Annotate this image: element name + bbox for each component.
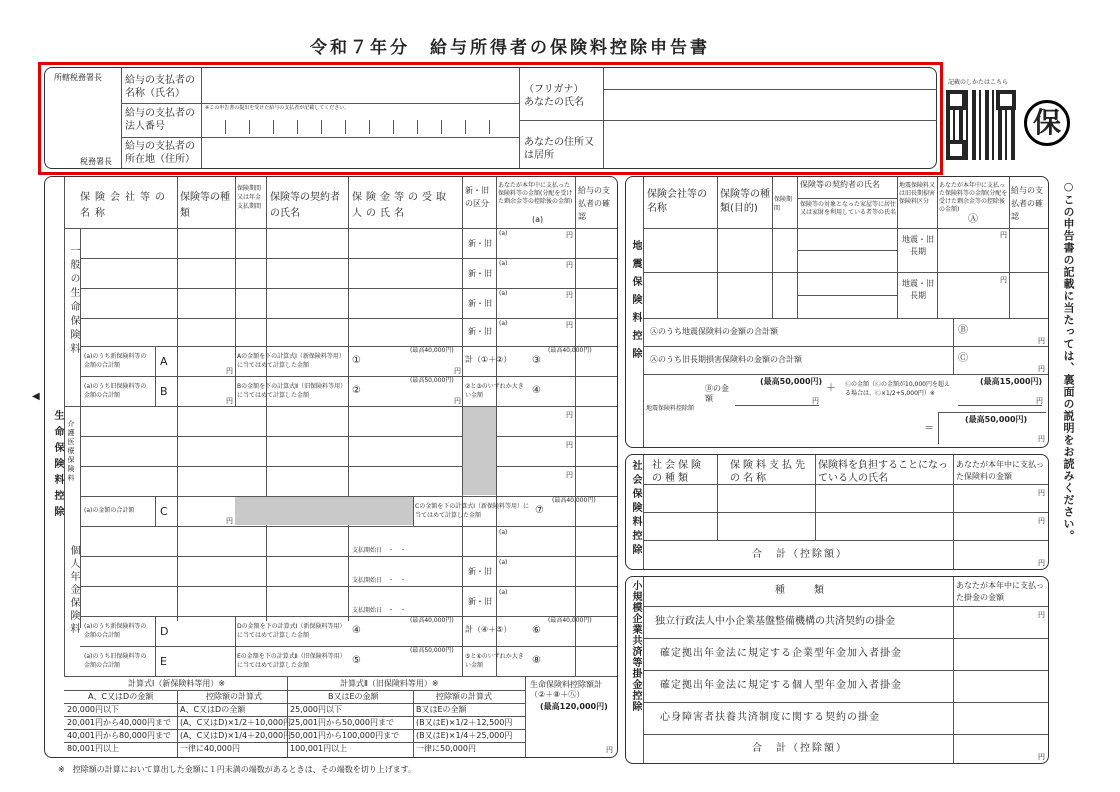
yen-unit: 円 <box>454 367 461 375</box>
formula2-row: 100,001円以上 <box>290 744 348 753</box>
small-item-1: 独立行政法人中小企業基盤整備機構の共済契約の掛金 <box>655 616 895 627</box>
eq-b-input[interactable] <box>735 388 819 406</box>
tax-office-label: 所轄税務署長 <box>54 73 102 82</box>
life-col-type: 保険等の種類 <box>180 192 230 219</box>
yen-unit: 円 <box>566 471 573 479</box>
yen-unit: 円 <box>566 261 573 269</box>
max-50k: (最高50,000円) <box>410 647 454 654</box>
eq-sum-quake: Ⓐのうち地震保険料の金額の合計額 <box>650 327 778 336</box>
yen-unit: 円 <box>226 397 233 405</box>
calcD-note: Dの金額を下の計算式Ⅰ（新保険料等用）に当てはめて計算した金額 <box>237 623 346 639</box>
life-col-recipient: 保険金等の受取人の氏名 <box>352 192 450 219</box>
yen-unit: 円 <box>566 321 573 329</box>
formula2-col2: 控除額の計算式 <box>436 692 492 701</box>
shaded-cell <box>463 407 496 495</box>
a-mark: (a) <box>499 589 508 596</box>
total-45: 計（④＋⑤） <box>465 625 512 634</box>
eq-plus: ＋ <box>826 383 836 394</box>
social-col-payee: 保険料支払先の名称 <box>730 460 808 484</box>
circle-4b: ④ <box>352 625 361 636</box>
newold-cell[interactable]: 新・旧 <box>468 567 492 576</box>
calc2-note: Bの金額を下の計算式Ⅱ（旧保険料等用）に当てはめて計算した金額 <box>237 383 347 399</box>
care-medical-label: 介護医療保険料 <box>67 420 75 483</box>
eq-col-insured: 保険等の対象となった家屋等に居住又は家財を利用している者等の氏名 <box>800 201 897 216</box>
life-section-label: 生命保険料控除 <box>52 410 63 522</box>
total-12: 計（①＋②） <box>465 355 512 364</box>
your-name-input[interactable] <box>605 91 935 118</box>
eq-equals: ＝ <box>924 423 934 434</box>
formula1-row: 80,001円以上 <box>67 744 119 753</box>
eq-class-cell[interactable]: 地震・旧長期 <box>902 279 934 300</box>
formula2-row: 25,000円以下 <box>290 705 342 714</box>
formula1-col2: 控除額の計算式 <box>206 692 262 701</box>
social-col-type: 社会保険の種類 <box>652 460 704 484</box>
circle-6: ⑥ <box>532 625 541 636</box>
life-deduction-total-label: 生命保険料控除額計（②＋⑧＋㊇） <box>530 680 602 699</box>
payer-address-input[interactable] <box>203 139 517 167</box>
qr-code-icon[interactable] <box>946 90 1016 160</box>
newold-cell[interactable]: 新・旧 <box>468 299 492 308</box>
circle-5: ⑤ <box>352 655 361 666</box>
small-item-2: 確定拠出年金法に規定する企業型年金加入者掛金 <box>660 648 902 659</box>
formula1-row: A、C又はDの全額 <box>180 705 246 714</box>
newold-cell[interactable]: 新・旧 <box>468 597 492 606</box>
max-40k: (最高40,000円) <box>552 497 596 504</box>
life-deduction-total-input[interactable] <box>528 714 616 756</box>
payer-corp-no-note: ※この申告書の提出を受けた給与の支払者が記載してください。 <box>205 105 350 111</box>
old-sum-label: (a)のうち旧保険料等の金額の合計額 <box>84 383 147 399</box>
life-deduction-total-max: (最高120,000円) <box>540 702 608 711</box>
yen-unit: 円 <box>1038 611 1045 619</box>
formula1-row: 40,001円から80,000円まで <box>67 731 171 740</box>
mark-c: C <box>160 505 168 518</box>
a-mark: (a) <box>499 320 508 327</box>
stamp-icon: 保 <box>1024 100 1070 146</box>
small-section-label: 小規模企業共済等掛金控除 <box>630 580 641 712</box>
yen-unit: 円 <box>606 746 613 754</box>
mark-a: A <box>160 355 168 368</box>
yen-unit: 円 <box>566 441 573 449</box>
newold-cell[interactable]: 新・旧 <box>468 269 492 278</box>
eq-col-confirm: 給与の支払者の確認 <box>1011 186 1043 221</box>
payer-corp-no-label: 給与の支払者の法人番号 <box>125 108 195 132</box>
max-40k: (最高40,000円) <box>410 617 454 624</box>
yen-unit: 円 <box>1038 753 1045 761</box>
yen-unit: 円 <box>1038 337 1045 345</box>
old-sum-label: (a)のうち旧保険料等の金額の合計額 <box>84 653 147 669</box>
payer-name-label: 給与の支払者の名称（氏名） <box>125 75 195 99</box>
formula2-row: 50,001円から100,000円まで <box>290 731 400 740</box>
a-mark: (a) <box>499 230 508 237</box>
circle-2: ② <box>352 385 361 396</box>
a-mark: (a) <box>499 290 508 297</box>
eq-total-max: (最高50,000円) <box>965 415 1028 424</box>
eq-col-amount: あなたが本年中に支払った保険料等の金額(分配を受けた剰余金等の控除後の金額) <box>939 182 1008 213</box>
formula1-row: (A、C又はD)×1/2＋10,000円 <box>180 718 292 727</box>
yen-unit: 円 <box>1036 397 1043 405</box>
footnote: ※ 控除額の計算において算出した金額に１円未満の端数があるときは、その端数を切り上げます。 <box>58 765 417 774</box>
social-col-amount: あなたが本年中に支払った保険料の金額 <box>956 460 1044 481</box>
yen-unit: 円 <box>226 367 233 375</box>
payer-address-label: 給与の支払者の所在地（住所） <box>125 141 195 165</box>
larger-23: ②と③のいずれか大きい金額 <box>465 383 524 399</box>
small-total-label: 合 計（控除額） <box>752 743 848 754</box>
mark-d: D <box>160 625 169 638</box>
furigana-label: （フリガナ） <box>524 84 584 95</box>
circle-1: ① <box>352 355 361 366</box>
max-40k: (最高40,000円) <box>410 347 454 354</box>
yen-unit: 円 <box>1038 365 1045 373</box>
mark-c-circle: Ⓒ <box>958 353 968 364</box>
small-col-amount: あなたが本年中に支払った掛金の金額 <box>956 581 1044 602</box>
payer-corp-no-input[interactable] <box>203 114 517 135</box>
calcC-note: Cの金額を下の計算式Ⅰ（新保険料等用）に当てはめて計算した金額 <box>415 503 529 519</box>
mark-b-circle: Ⓑ <box>958 325 968 336</box>
small-col-type: 種 類 <box>775 585 827 596</box>
calc1-note: Aの金額を下の計算式Ⅰ（新保険料等用）に当てはめて計算した金額 <box>237 353 345 369</box>
yen-unit: 円 <box>566 231 573 239</box>
a-mark: (a) <box>499 559 508 566</box>
side-note: ○この申告書の記載に当たっては、裏面の説明をお読みください。 <box>1062 180 1075 542</box>
new-sum-label: (a)のうち新保険料等の金額の合計額 <box>84 623 147 639</box>
eq-col-type: 保険等の種類(目的) <box>720 189 770 214</box>
formula1-row: 20,001円から40,000円まで <box>67 718 171 727</box>
mark-b: B <box>160 385 168 398</box>
page-title: 令和７年分 給与所得者の保険料控除申告書 <box>310 38 710 58</box>
yen-unit: 円 <box>812 397 819 405</box>
formula1-col1: A、C又はDの金額 <box>88 692 154 701</box>
life-insurance-section <box>44 176 618 758</box>
larger-56: ⑤と⑥のいずれか大きい金額 <box>465 653 524 669</box>
life-col-newold: 新・旧の区分 <box>465 186 489 208</box>
your-address-input[interactable] <box>605 122 935 166</box>
eq-c-amount-label: Ⓒの金額（Ⓒの金額が10,000円を超える場合は、Ⓒ×1/2+5,000円）※ <box>845 381 950 397</box>
yen-unit: 円 <box>1038 517 1045 525</box>
eq-b-amount-label: Ⓑの金額 <box>705 384 729 403</box>
pension-label: 個人年金保険料 <box>68 545 79 636</box>
eq-col-period: 保険期間 <box>774 196 793 212</box>
eq-sum-old: Ⓐのうち旧長期損害保険料の金額の合計額 <box>650 355 802 364</box>
newold-cell[interactable]: 新・旧 <box>468 327 492 336</box>
yen-unit: 円 <box>1000 231 1007 239</box>
eq-col-company: 保険会社等の名称 <box>647 189 707 214</box>
formula2-row: 25,001円から50,000円まで <box>290 718 394 727</box>
pension-start-date[interactable]: 支払開始日 ・ ・ <box>352 577 407 584</box>
life-col-period: 保険期間又は年金支払期間 <box>237 185 262 210</box>
life-col-confirm: 給与の支払者の確認 <box>578 186 610 221</box>
yen-unit: 円 <box>566 411 573 419</box>
shaded-cell <box>235 497 413 525</box>
formula2-row: (B又はE)×1/2＋12,500円 <box>416 718 513 727</box>
circle-7: ⑦ <box>535 505 544 516</box>
formula2-col1: B又はEの金額 <box>328 692 379 701</box>
formula1-title: 計算式Ⅰ（新保険料等用）※ <box>128 679 226 688</box>
max-40k: (最高40,000円) <box>548 617 592 624</box>
your-name-label: あなたの氏名 <box>524 97 584 108</box>
yen-unit: 円 <box>1038 435 1045 443</box>
life-col-amount: あなたが本年中に支払った保険料等の金額(分配を受けた剰余金等の控除後の金額) <box>498 182 573 205</box>
qr-caption: 記載のしかたはこちら <box>948 79 1009 86</box>
eq-calc-label: 地震保険料控除額 <box>646 405 695 412</box>
a-mark: (a) <box>499 260 508 267</box>
small-item-3: 確定拠出年金法に規定する個人型年金加入者掛金 <box>660 680 902 691</box>
eq-c-input[interactable] <box>958 388 1042 406</box>
earthquake-section-label: 地震保険料控除 <box>630 240 641 366</box>
formula2-row: B又はEの全額 <box>416 705 467 714</box>
yen-unit: 円 <box>1038 489 1045 497</box>
max-40k: (最高40,000円) <box>548 347 592 354</box>
tax-office-input[interactable] <box>48 86 118 154</box>
social-section-label: 社会保険料控除 <box>630 460 641 558</box>
calcE-note: Eの金額を下の計算式Ⅱ（旧保険料等用）に当てはめて計算した金額 <box>237 653 346 669</box>
eq-total-input[interactable] <box>938 412 1046 444</box>
social-col-payer: 保険料を負担することになっている人の氏名 <box>818 460 948 484</box>
social-total-label: 合 計（控除額） <box>752 549 848 560</box>
formula2-row: (B又はE)×1/4＋25,000円 <box>416 731 513 740</box>
your-address-label: あなたの住所又は居所 <box>524 137 594 161</box>
eq-col-amount-mark: Ⓐ <box>968 214 978 225</box>
eq-col-class: 地震保険料又は旧長期損害保険料区分 <box>899 182 936 205</box>
tax-office-suffix: 税務署長 <box>80 157 112 166</box>
formula1-row: 一律に40,000円 <box>180 744 240 753</box>
general-life-label: 一般の生命保険料 <box>68 245 79 357</box>
formula1-row: (A、C又はD)×1/4＋20,000円 <box>180 731 292 740</box>
circle-4: ④ <box>532 385 541 396</box>
yen-unit: 円 <box>454 397 461 405</box>
a-mark: (a) <box>499 529 508 536</box>
eq-b-max: (最高50,000円) <box>760 377 823 386</box>
pension-start-date[interactable]: 支払開始日 ・ ・ <box>352 607 407 614</box>
new-sum-label: (a)のうち新保険料等の金額の合計額 <box>84 353 147 369</box>
life-col-company: 保険会社等の名称 <box>80 192 170 219</box>
left-arrow-icon: ◀ <box>32 391 40 402</box>
furigana-input[interactable] <box>605 70 935 88</box>
yen-unit: 円 <box>226 517 233 525</box>
eq-class-cell[interactable]: 地震・旧長期 <box>902 235 934 256</box>
max-50k: (最高50,000円) <box>410 377 454 384</box>
small-item-4: 心身障害者扶養共済制度に関する契約の掛金 <box>660 712 880 723</box>
formula2-row: 一律に50,000円 <box>416 744 476 753</box>
circle-3: ③ <box>532 355 541 366</box>
payer-name-input[interactable] <box>203 70 517 101</box>
circle-8: ⑧ <box>532 655 541 666</box>
yen-unit: 円 <box>1038 559 1045 567</box>
life-col-amount-mark: (a) <box>532 215 544 224</box>
formula2-title: 計算式Ⅱ（旧保険料等用）※ <box>340 679 439 688</box>
life-col-contractor: 保険等の契約者の氏名 <box>270 192 340 219</box>
eq-col-contractor: 保険等の契約者の氏名 <box>800 180 880 189</box>
yen-unit: 円 <box>1000 276 1007 284</box>
newold-cell[interactable]: 新・旧 <box>468 239 492 248</box>
pension-start-date[interactable]: 支払開始日 ・ ・ <box>352 547 407 554</box>
c-sum-label: (a)の金額の合計額 <box>84 507 135 514</box>
yen-unit: 円 <box>566 291 573 299</box>
mark-e: E <box>160 655 167 668</box>
formula1-row: 20,000円以下 <box>67 705 119 714</box>
eq-c-max: (最高15,000円) <box>980 377 1043 386</box>
